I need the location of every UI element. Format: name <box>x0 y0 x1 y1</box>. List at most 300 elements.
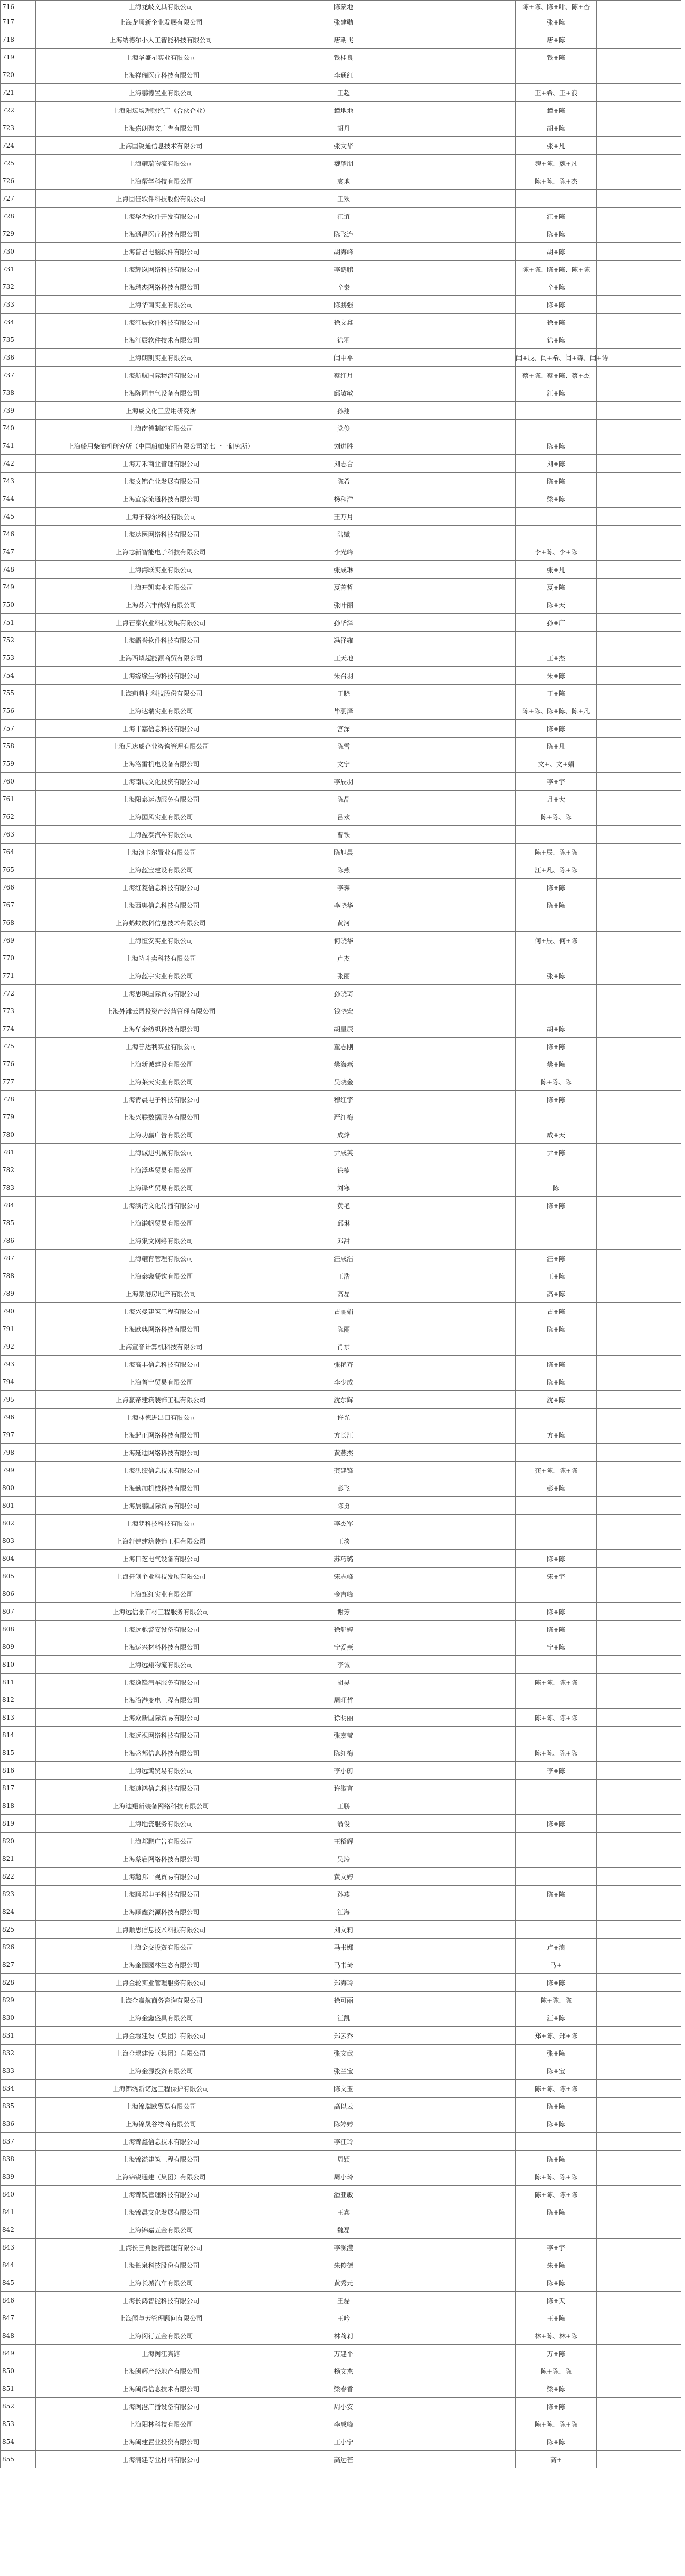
blank-cell <box>597 896 681 914</box>
company-name: 上海普君电脑软件有限公司 <box>36 243 286 261</box>
blank-cell <box>401 1 516 13</box>
row-number: 774 <box>1 1020 36 1038</box>
blank-cell <box>401 1815 516 1833</box>
family-members: 江+陈 <box>516 384 597 402</box>
person-name: 黄文婷 <box>286 1868 401 1886</box>
person-name: 张建勋 <box>286 13 401 31</box>
row-number: 736 <box>1 349 36 367</box>
row-number: 768 <box>1 914 36 932</box>
table-row <box>1 1727 681 1744</box>
blank-cell <box>401 2186 516 2203</box>
table-row <box>1 896 681 914</box>
company-name: 上海阳坛场理财经广（合伙企业） <box>36 102 286 119</box>
table-row <box>1 1285 681 1303</box>
blank-cell <box>597 208 681 225</box>
family-members: 陈+陈、陈+陈、陈+凡 <box>516 702 597 720</box>
table-row <box>1 172 681 190</box>
blank-cell <box>401 755 516 773</box>
row-number: 841 <box>1 2203 36 2221</box>
table-row <box>1 119 681 137</box>
blank-cell <box>401 1886 516 1903</box>
family-members: 成+天 <box>516 1126 597 1144</box>
blank-cell <box>401 1161 516 1179</box>
row-number: 823 <box>1 1886 36 1903</box>
company-name: 上海莱天实业有限公司 <box>36 1073 286 1091</box>
person-name: 穆红宇 <box>286 1091 401 1108</box>
person-name: 王吟 <box>286 2309 401 2327</box>
blank-cell <box>401 844 516 861</box>
blank-cell <box>597 914 681 932</box>
blank-cell <box>401 1391 516 1409</box>
company-name: 上海金堰建设（集团）有限公司 <box>36 2045 286 2062</box>
table-row <box>1 685 681 702</box>
row-number: 815 <box>1 1744 36 1762</box>
row-number: 750 <box>1 596 36 614</box>
blank-cell <box>597 1250 681 1267</box>
blank-cell <box>597 2415 681 2433</box>
family-members: 胡+陈 <box>516 243 597 261</box>
person-name: 谢芳 <box>286 1603 401 1621</box>
blank-cell <box>597 1055 681 1073</box>
blank-cell <box>597 685 681 702</box>
blank-cell <box>401 914 516 932</box>
company-name: 上海远视网络科技有限公司 <box>36 1727 286 1744</box>
blank-cell <box>597 1179 681 1197</box>
company-name: 上海锦绣新诺远工程保护有限公司 <box>36 2080 286 2098</box>
row-number: 852 <box>1 2398 36 2415</box>
blank-cell <box>597 844 681 861</box>
blank-cell <box>401 2115 516 2133</box>
company-name: 上海志新智能电子科技有限公司 <box>36 543 286 561</box>
row-number: 780 <box>1 1126 36 1144</box>
family-members: 李+宇 <box>516 2239 597 2256</box>
blank-cell <box>401 738 516 755</box>
row-number: 788 <box>1 1267 36 1285</box>
person-name: 于晓 <box>286 685 401 702</box>
company-name: 上海兴联数据服务有限公司 <box>36 1108 286 1126</box>
company-name: 上海甄红实业有限公司 <box>36 1585 286 1603</box>
company-name: 上海浮华贸易有限公司 <box>36 1161 286 1179</box>
blank-cell <box>597 649 681 667</box>
person-name: 王鹏 <box>286 1797 401 1815</box>
blank-cell <box>401 1497 516 1515</box>
row-number: 734 <box>1 314 36 331</box>
family-members: 文+、文+娟 <box>516 755 597 773</box>
blank-cell <box>597 1585 681 1603</box>
blank-cell <box>401 1002 516 1020</box>
blank-cell <box>401 1250 516 1267</box>
row-number: 795 <box>1 1391 36 1409</box>
person-name: 万建平 <box>286 2345 401 2362</box>
person-name: 黄艳 <box>286 1197 401 1214</box>
blank-cell <box>401 1921 516 1939</box>
table-row <box>1 2327 681 2345</box>
blank-cell <box>597 243 681 261</box>
family-members <box>516 632 597 649</box>
row-number: 729 <box>1 225 36 243</box>
company-name: 上海顺邦电子科技有限公司 <box>36 1886 286 1903</box>
person-name: 潘亚敏 <box>286 2186 401 2203</box>
person-name: 占丽娟 <box>286 1303 401 1320</box>
company-name: 上海轩建建筑装饰工程有限公司 <box>36 1532 286 1550</box>
person-name: 吕欢 <box>286 808 401 826</box>
company-name: 上海宣音计算机科技有限公司 <box>36 1338 286 1356</box>
blank-cell <box>401 137 516 155</box>
company-name: 上海浦建专业材料有限公司 <box>36 2451 286 2468</box>
row-number: 742 <box>1 455 36 473</box>
row-number: 827 <box>1 1956 36 1974</box>
blank-cell <box>597 985 681 1002</box>
table-row <box>1 296 681 314</box>
table-row <box>1 1568 681 1585</box>
row-number: 741 <box>1 437 36 455</box>
company-name: 上海沿港变电工程有限公司 <box>36 1691 286 1709</box>
blank-cell <box>401 667 516 685</box>
family-members <box>516 1903 597 1921</box>
blank-cell <box>401 473 516 490</box>
blank-cell <box>401 1320 516 1338</box>
person-name: 钱桂良 <box>286 49 401 66</box>
blank-cell <box>597 720 681 738</box>
company-name: 上海日芝电气设备有限公司 <box>36 1550 286 1568</box>
company-name: 上海威文化工应用研究所 <box>36 402 286 420</box>
company-name: 上海宜家流通科技有限公司 <box>36 490 286 508</box>
company-name: 上海达瑞实业有限公司 <box>36 702 286 720</box>
person-name: 樊海燕 <box>286 1055 401 1073</box>
blank-cell <box>597 579 681 596</box>
blank-cell <box>597 1020 681 1038</box>
table-row <box>1 367 681 384</box>
blank-cell <box>597 1886 681 1903</box>
blank-cell <box>401 172 516 190</box>
company-name: 上海陈同电气设备有限公司 <box>36 384 286 402</box>
family-members: 宁+陈 <box>516 1638 597 1656</box>
family-members <box>516 402 597 420</box>
blank-cell <box>597 172 681 190</box>
blank-cell <box>597 367 681 384</box>
person-name: 汪成浩 <box>286 1250 401 1267</box>
table-row <box>1 561 681 579</box>
blank-cell <box>401 13 516 31</box>
person-name: 张艳卉 <box>286 1356 401 1373</box>
person-name: 徐明丽 <box>286 1709 401 1727</box>
family-members: 陈+陈、陈+陈 <box>516 1674 597 1691</box>
table-row <box>1 526 681 543</box>
blank-cell <box>401 225 516 243</box>
row-number: 760 <box>1 773 36 791</box>
blank-cell <box>401 967 516 985</box>
blank-cell <box>401 1126 516 1144</box>
family-members: 张+凡 <box>516 137 597 155</box>
company-name: 上海谦帆贸易有限公司 <box>36 1214 286 1232</box>
family-members: 樊+陈 <box>516 1055 597 1073</box>
person-name: 李少成 <box>286 1373 401 1391</box>
blank-cell <box>597 261 681 278</box>
family-members: 彭+陈 <box>516 1479 597 1497</box>
table-row <box>1 1126 681 1144</box>
company-name: 上海苏六丰传媒有限公司 <box>36 596 286 614</box>
company-name: 上海达医网络科技有限公司 <box>36 526 286 543</box>
person-name: 肖东 <box>286 1338 401 1356</box>
blank-cell <box>401 2274 516 2292</box>
blank-cell <box>597 755 681 773</box>
blank-cell <box>597 2009 681 2027</box>
company-name: 上海长泉科技股份有限公司 <box>36 2256 286 2274</box>
family-members <box>516 1002 597 1020</box>
blank-cell <box>401 508 516 526</box>
person-name: 闫中平 <box>286 349 401 367</box>
company-name: 上海金鑫盛具有限公司 <box>36 2009 286 2027</box>
family-members: 陈+陈、陈 <box>516 2362 597 2380</box>
blank-cell <box>597 1373 681 1391</box>
blank-cell <box>597 1091 681 1108</box>
table-row <box>1 2274 681 2292</box>
blank-cell <box>401 1108 516 1126</box>
person-name: 曹铁 <box>286 826 401 844</box>
table-row <box>1 1797 681 1815</box>
family-members <box>516 1585 597 1603</box>
family-members <box>516 2133 597 2151</box>
blank-cell <box>401 1709 516 1727</box>
company-name: 上海航航国际物流有限公司 <box>36 367 286 384</box>
blank-cell <box>597 773 681 791</box>
table-row <box>1 2168 681 2186</box>
family-members: 徐+陈 <box>516 331 597 349</box>
blank-cell <box>597 1674 681 1691</box>
person-name: 邱琳 <box>286 1214 401 1232</box>
row-number: 716 <box>1 1 36 13</box>
company-name: 上海华盛星实业有限公司 <box>36 49 286 66</box>
blank-cell <box>401 2292 516 2309</box>
blank-cell <box>597 2062 681 2080</box>
blank-cell <box>401 1515 516 1532</box>
row-number: 746 <box>1 526 36 543</box>
row-number: 850 <box>1 2362 36 2380</box>
blank-cell <box>597 1356 681 1373</box>
blank-cell <box>597 314 681 331</box>
blank-cell <box>401 402 516 420</box>
person-name: 徐可丽 <box>286 1992 401 2009</box>
table-row <box>1 473 681 490</box>
person-name: 苏巧璐 <box>286 1550 401 1568</box>
person-name: 陈旭晨 <box>286 844 401 861</box>
table-row <box>1 826 681 844</box>
person-name: 翁俊 <box>286 1815 401 1833</box>
blank-cell <box>401 1338 516 1356</box>
blank-cell <box>597 614 681 632</box>
company-name: 上海鹏德置业有限公司 <box>36 84 286 102</box>
table-row <box>1 2027 681 2045</box>
blank-cell <box>597 2239 681 2256</box>
table-row <box>1 2115 681 2133</box>
family-members: 陈+陈 <box>516 2098 597 2115</box>
blank-cell <box>401 879 516 896</box>
person-name: 张兰宝 <box>286 2062 401 2080</box>
row-number: 771 <box>1 967 36 985</box>
company-name: 上海迪翔新装备网络科技有限公司 <box>36 1797 286 1815</box>
row-number: 822 <box>1 1868 36 1886</box>
row-number: 829 <box>1 1992 36 2009</box>
person-name: 马书琦 <box>286 1956 401 1974</box>
row-number: 818 <box>1 1797 36 1815</box>
blank-cell <box>401 1197 516 1214</box>
table-row <box>1 1815 681 1833</box>
family-members: 江+凡、陈+陈 <box>516 861 597 879</box>
table-row <box>1 579 681 596</box>
company-name: 上海蓝宇实业有限公司 <box>36 967 286 985</box>
row-number: 831 <box>1 2027 36 2045</box>
company-name: 上海通昌医疗科技有限公司 <box>36 225 286 243</box>
blank-cell <box>401 2327 516 2345</box>
person-name: 周颖 <box>286 2151 401 2168</box>
blank-cell <box>401 1974 516 1992</box>
family-members: 宋+宇 <box>516 1568 597 1585</box>
row-number: 804 <box>1 1550 36 1568</box>
blank-cell <box>597 2345 681 2362</box>
table-row <box>1 1320 681 1338</box>
company-name: 上海瑞杰网络科技有限公司 <box>36 278 286 296</box>
family-members <box>516 66 597 84</box>
table-row <box>1 1055 681 1073</box>
row-number: 759 <box>1 755 36 773</box>
blank-cell <box>597 1992 681 2009</box>
company-name: 上海金园园林生态有限公司 <box>36 1956 286 1974</box>
row-number: 762 <box>1 808 36 826</box>
table-row <box>1 1691 681 1709</box>
person-name: 党俊 <box>286 420 401 437</box>
blank-cell <box>401 2398 516 2415</box>
family-members <box>516 1515 597 1532</box>
row-number: 745 <box>1 508 36 526</box>
person-name: 卢杰 <box>286 949 401 967</box>
company-name: 上海华泰纺织科技有限公司 <box>36 1020 286 1038</box>
table-row <box>1 844 681 861</box>
blank-cell <box>597 1603 681 1621</box>
family-members: 陈+陈 <box>516 896 597 914</box>
company-name: 上海海联实业有限公司 <box>36 561 286 579</box>
table-row <box>1 932 681 949</box>
table-row <box>1 1903 681 1921</box>
person-name: 胡海峰 <box>286 243 401 261</box>
row-number: 807 <box>1 1603 36 1621</box>
row-number: 737 <box>1 367 36 384</box>
row-number: 805 <box>1 1568 36 1585</box>
row-number: 825 <box>1 1921 36 1939</box>
blank-cell <box>597 278 681 296</box>
family-members: 高+ <box>516 2451 597 2468</box>
company-name: 上海盛邦信息科技有限公司 <box>36 1744 286 1762</box>
company-name: 上海朗凯实业有限公司 <box>36 349 286 367</box>
blank-cell <box>597 473 681 490</box>
blank-cell <box>401 1532 516 1550</box>
table-row <box>1 1532 681 1550</box>
row-number: 853 <box>1 2415 36 2433</box>
person-name: 徐文鑫 <box>286 314 401 331</box>
blank-cell <box>597 296 681 314</box>
company-name: 上海西域超能源商贸有限公司 <box>36 649 286 667</box>
row-number: 724 <box>1 137 36 155</box>
blank-cell <box>597 2115 681 2133</box>
table-row <box>1 1621 681 1638</box>
family-members: 陈+陈 <box>516 1038 597 1055</box>
table-row <box>1 1638 681 1656</box>
person-name: 唐朝飞 <box>286 31 401 49</box>
person-name: 文宁 <box>286 755 401 773</box>
blank-cell <box>401 1568 516 1585</box>
blank-cell <box>597 561 681 579</box>
table-row <box>1 596 681 614</box>
person-name: 刘寒 <box>286 1179 401 1197</box>
family-members: 王+希、王+浪 <box>516 84 597 102</box>
blank-cell <box>401 1267 516 1285</box>
blank-cell <box>597 1638 681 1656</box>
row-number: 732 <box>1 278 36 296</box>
row-number: 744 <box>1 490 36 508</box>
person-name: 陈希 <box>286 473 401 490</box>
row-number: 766 <box>1 879 36 896</box>
family-members: 陈+陈 <box>516 2433 597 2451</box>
family-members: 何+辰、何+陈 <box>516 932 597 949</box>
blank-cell <box>401 102 516 119</box>
table-row <box>1 261 681 278</box>
company-name: 上海子特尔科技有限公司 <box>36 508 286 526</box>
blank-cell <box>401 1462 516 1479</box>
row-number: 806 <box>1 1585 36 1603</box>
family-members: 陈+陈 <box>516 437 597 455</box>
blank-cell <box>401 1144 516 1161</box>
person-name: 汪凯 <box>286 2009 401 2027</box>
table-row <box>1 720 681 738</box>
person-name: 吴涛 <box>286 1850 401 1868</box>
family-members: 汪+陈 <box>516 1250 597 1267</box>
blank-cell <box>401 2203 516 2221</box>
family-members: 陈+陈 <box>516 2398 597 2415</box>
row-number: 785 <box>1 1214 36 1232</box>
person-name: 许光 <box>286 1409 401 1426</box>
row-number: 834 <box>1 2080 36 2098</box>
blank-cell <box>597 1214 681 1232</box>
row-number: 817 <box>1 1780 36 1797</box>
blank-cell <box>597 455 681 473</box>
row-number: 830 <box>1 2009 36 2027</box>
person-name: 王磊 <box>286 2292 401 2309</box>
blank-cell <box>401 1409 516 1426</box>
blank-cell <box>597 1126 681 1144</box>
blank-cell <box>401 632 516 649</box>
blank-cell <box>401 1232 516 1250</box>
blank-cell <box>401 526 516 543</box>
company-name: 上海运兴材料科技有限公司 <box>36 1638 286 1656</box>
table-row <box>1 2345 681 2362</box>
family-members: 张+陈 <box>516 2045 597 2062</box>
table-row <box>1 2080 681 2098</box>
blank-cell <box>597 1285 681 1303</box>
family-members: 陈 <box>516 1179 597 1197</box>
blank-cell <box>401 1091 516 1108</box>
table-row <box>1 1497 681 1515</box>
family-members: 郑+陈、郑+陈 <box>516 2027 597 2045</box>
table-row <box>1 1886 681 1903</box>
row-number: 779 <box>1 1108 36 1126</box>
row-number: 812 <box>1 1691 36 1709</box>
row-number: 782 <box>1 1161 36 1179</box>
row-number: 838 <box>1 2151 36 2168</box>
table-row <box>1 949 681 967</box>
person-name: 陈红梅 <box>286 1744 401 1762</box>
family-members: 夏+陈 <box>516 579 597 596</box>
row-number: 761 <box>1 791 36 808</box>
person-name: 许淑言 <box>286 1780 401 1797</box>
